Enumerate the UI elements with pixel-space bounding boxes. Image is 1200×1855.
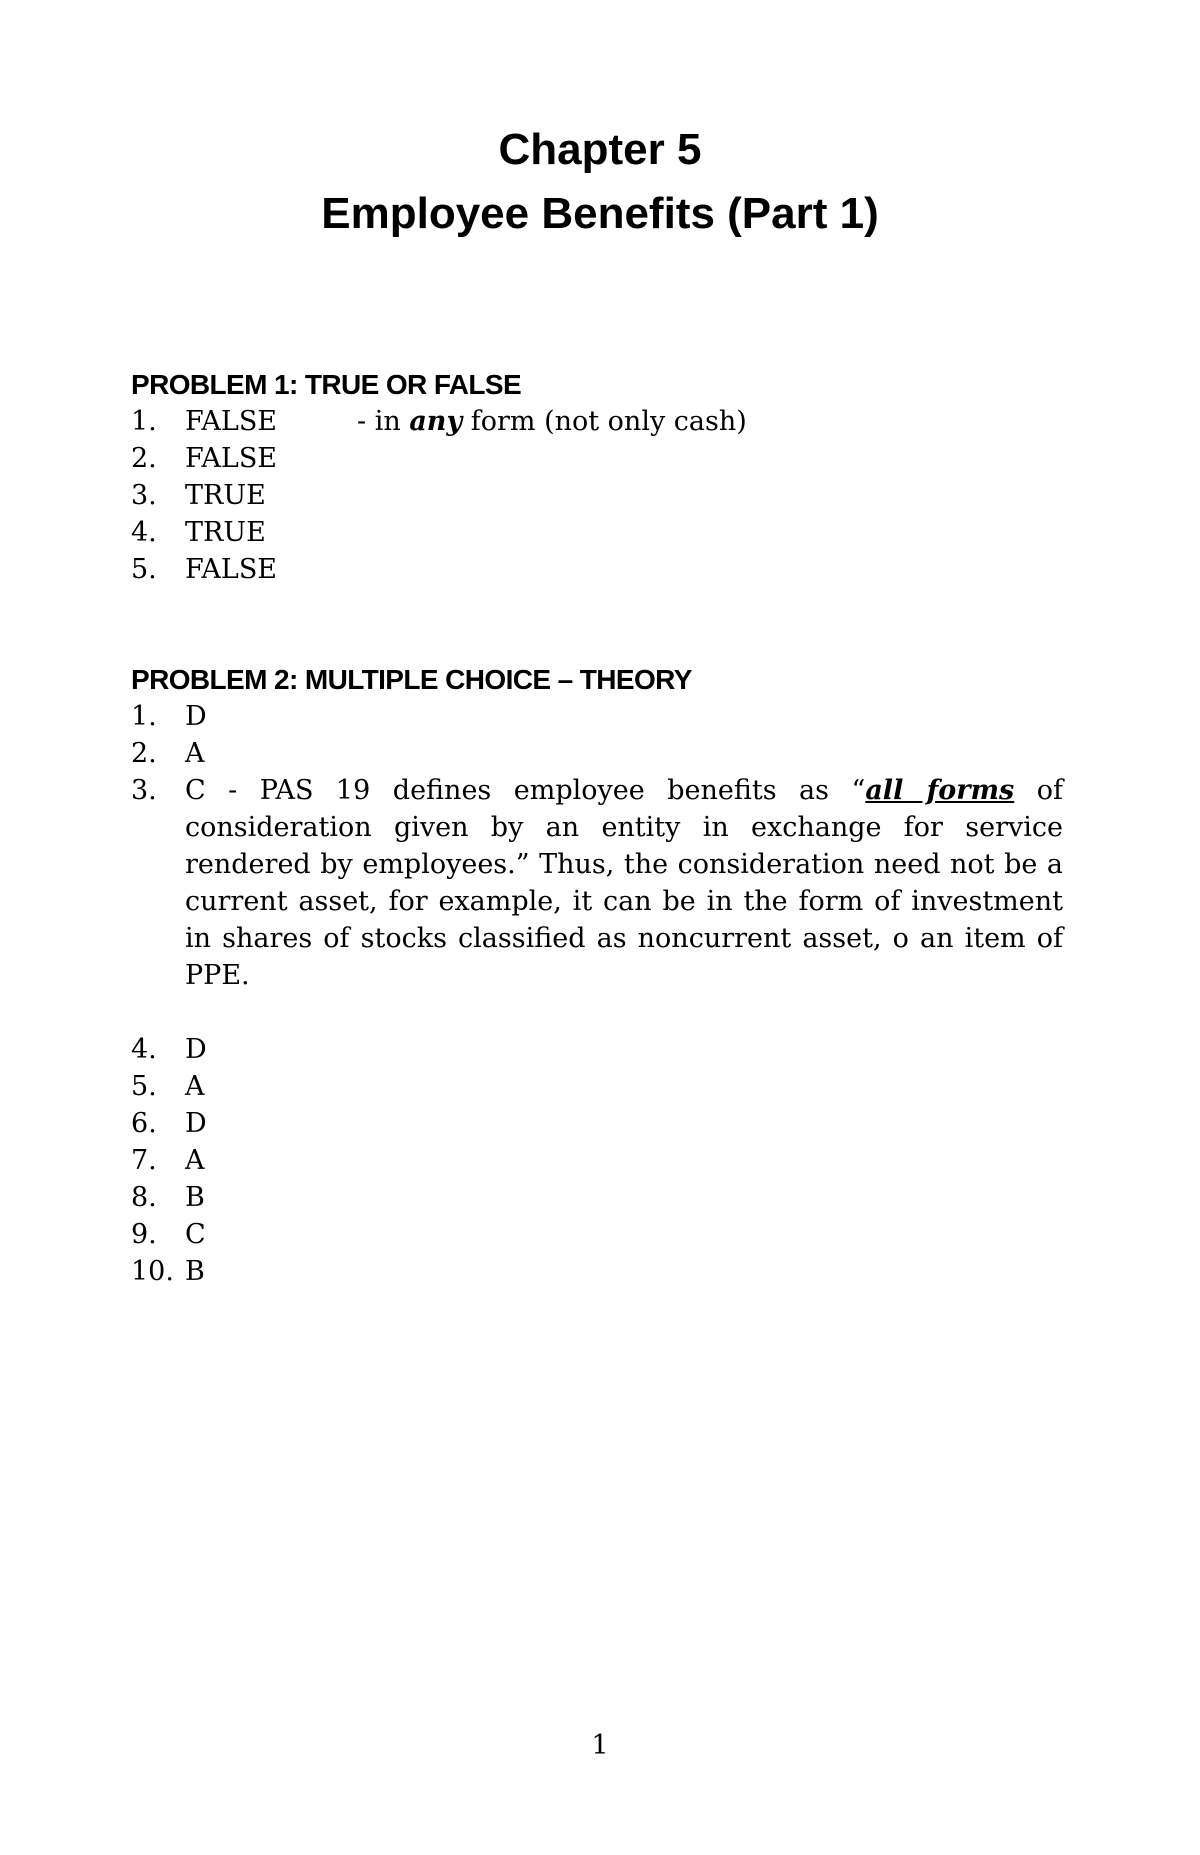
item-number: 1.: [131, 406, 157, 437]
item-answer: A: [185, 738, 205, 769]
list-item: [131, 735, 1063, 772]
item-number: 10.: [131, 1256, 174, 1287]
explanation-text-before: C - PAS 19 defines employee benefits as “: [185, 775, 866, 806]
item-answer: B: [185, 1256, 205, 1287]
item-explanation: [185, 772, 1063, 994]
item-number: 5.: [131, 1071, 157, 1102]
item-answer: A: [185, 1071, 205, 1102]
list-item: [131, 1068, 1063, 1105]
problem-2-heading: PROBLEM 2: MULTIPLE CHOICE – THEORY: [131, 664, 692, 695]
problem-1-heading: PROBLEM 1: TRUE OR FALSE: [131, 369, 522, 400]
item-answer: D: [185, 1034, 207, 1065]
item-answer: D: [185, 701, 207, 732]
item-answer: C: [185, 1219, 206, 1250]
list-item: [131, 1253, 1063, 1290]
item-number: 8.: [131, 1182, 157, 1213]
note-emphasis: any: [409, 406, 463, 437]
list-item: [131, 551, 1063, 588]
item-number: 3.: [131, 775, 157, 806]
item-number: 1.: [131, 701, 157, 732]
list-item: [131, 1216, 1063, 1253]
list-item: [131, 440, 1063, 477]
list-item: [131, 1031, 1063, 1068]
list-item: [131, 1179, 1063, 1216]
item-number: 5.: [131, 554, 157, 585]
document-title: [0, 118, 1200, 246]
list-item: [131, 698, 1063, 735]
note-prefix: - in: [357, 406, 410, 437]
item-number: 4.: [131, 517, 157, 548]
problem-1-section: [131, 366, 1063, 588]
page-number: 1: [591, 1730, 609, 1761]
item-answer: D: [185, 1108, 207, 1139]
item-answer: FALSE: [185, 554, 278, 585]
item-answer: TRUE: [185, 480, 266, 511]
list-item: [131, 403, 1063, 440]
item-number: 9.: [131, 1219, 157, 1250]
list-item: [131, 1142, 1063, 1179]
list-spacer: [131, 994, 1063, 1031]
item-note: [357, 403, 1063, 440]
item-answer: A: [185, 1145, 205, 1176]
chapter-title: Employee Benefits (Part 1): [321, 189, 879, 238]
item-answer: FALSE: [185, 443, 278, 474]
note-suffix: form (not only cash): [462, 406, 747, 437]
item-number: 7.: [131, 1145, 157, 1176]
problem-2-section: [131, 661, 1063, 1290]
item-number: 2.: [131, 443, 157, 474]
chapter-heading: Chapter 5: [498, 125, 702, 174]
item-answer: TRUE: [185, 517, 266, 548]
item-number: 4.: [131, 1034, 157, 1065]
item-number: 3.: [131, 480, 157, 511]
list-item: [131, 772, 1063, 994]
item-number: 2.: [131, 738, 157, 769]
item-answer: B: [185, 1182, 205, 1213]
list-item: [131, 1105, 1063, 1142]
item-number: 6.: [131, 1108, 157, 1139]
explanation-text-after: of consideration given by an entity in exchange for service rendered by employees.” Thus, the consideration need not be a current asset, for example, it can be in the form of investment in shares of stocks classified as noncurrent asset, o an item of PPE.: [185, 775, 1063, 991]
list-item: [131, 477, 1063, 514]
item-answer: FALSE: [185, 406, 278, 437]
explanation-emphasis: all forms: [865, 775, 1015, 806]
list-item: [131, 514, 1063, 551]
